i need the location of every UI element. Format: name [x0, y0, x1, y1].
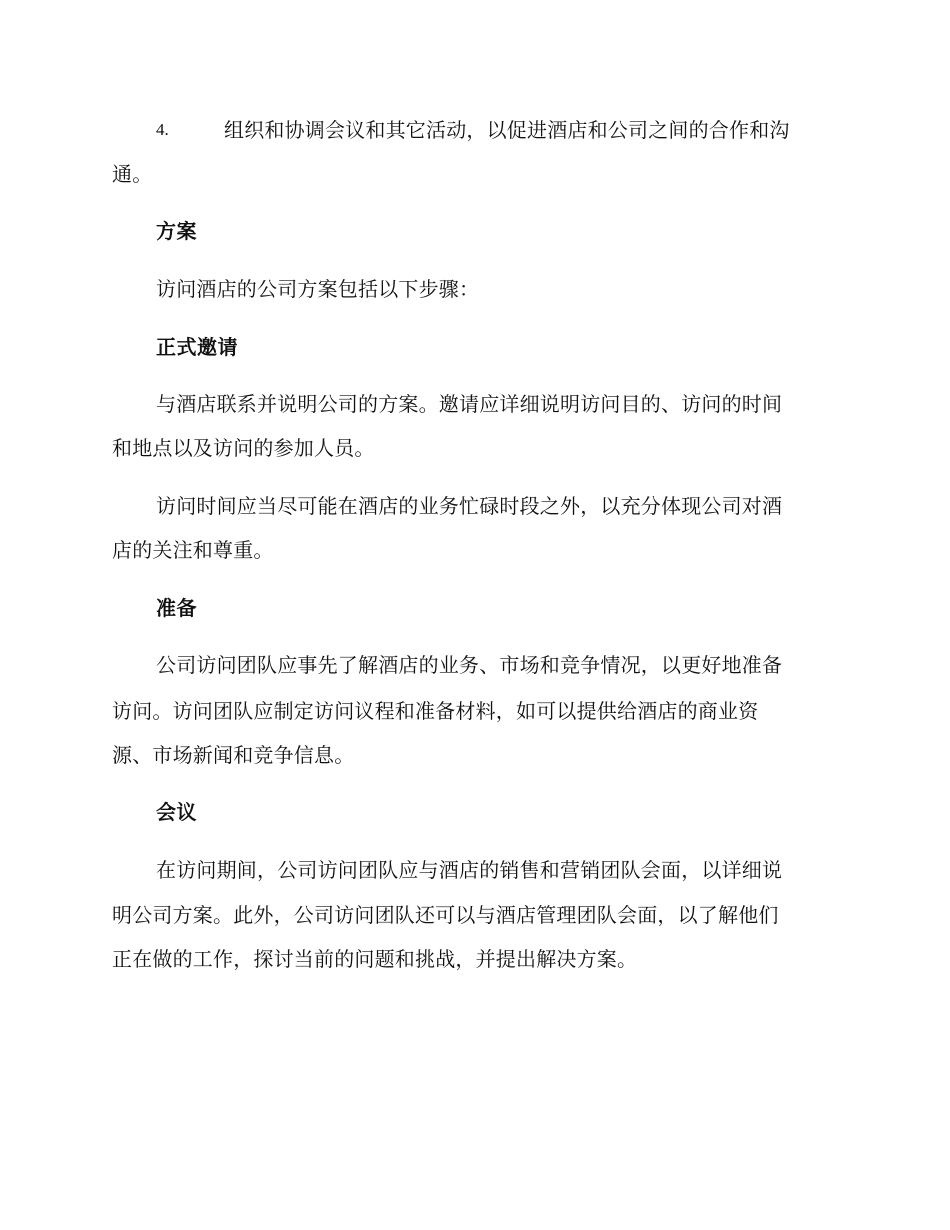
paragraph-line: 明公司方案。此外，公司访问团队还可以与酒店管理团队会面，以了解他们 — [112, 903, 779, 927]
paragraph-line: 公司访问团队应事先了解酒店的业务、市场和竞争情况，以更好地准备 — [156, 653, 783, 677]
paragraph-line: 访问。访问团队应制定访问议程和准备材料，如可以提供给酒店的商业资 — [112, 699, 759, 723]
paragraph-line: 和地点以及访问的参加人员。 — [112, 436, 375, 460]
paragraph-line: 与酒店联系并说明公司的方案。邀请应详细说明访问目的、访问的时间 — [156, 392, 783, 416]
paragraph-line: 在访问期间，公司访问团队应与酒店的销售和营销团队会面，以详细说 — [156, 858, 783, 882]
list-item-text-line: 通。 — [112, 162, 153, 186]
section-heading: 准备 — [156, 596, 197, 620]
paragraph-line: 访问酒店的公司方案包括以下步骤： — [156, 277, 480, 301]
section-heading: 会议 — [156, 800, 197, 824]
paragraph-line: 正在做的工作，探讨当前的问题和挑战，并提出解决方案。 — [112, 947, 638, 971]
paragraph-line: 访问时间应当尽可能在酒店的业务忙碌时段之外，以充分体现公司对酒 — [156, 494, 783, 518]
section-heading: 方案 — [156, 219, 197, 243]
list-item-text-line: 组织和协调会议和其它活动，以促进酒店和公司之间的合作和沟 — [224, 118, 790, 142]
section-heading: 正式邀请 — [156, 335, 238, 359]
paragraph-line: 店的关注和尊重。 — [112, 538, 274, 562]
list-item-number: 4. — [156, 120, 169, 139]
paragraph-line: 源、市场新闻和竞争信息。 — [112, 743, 355, 767]
